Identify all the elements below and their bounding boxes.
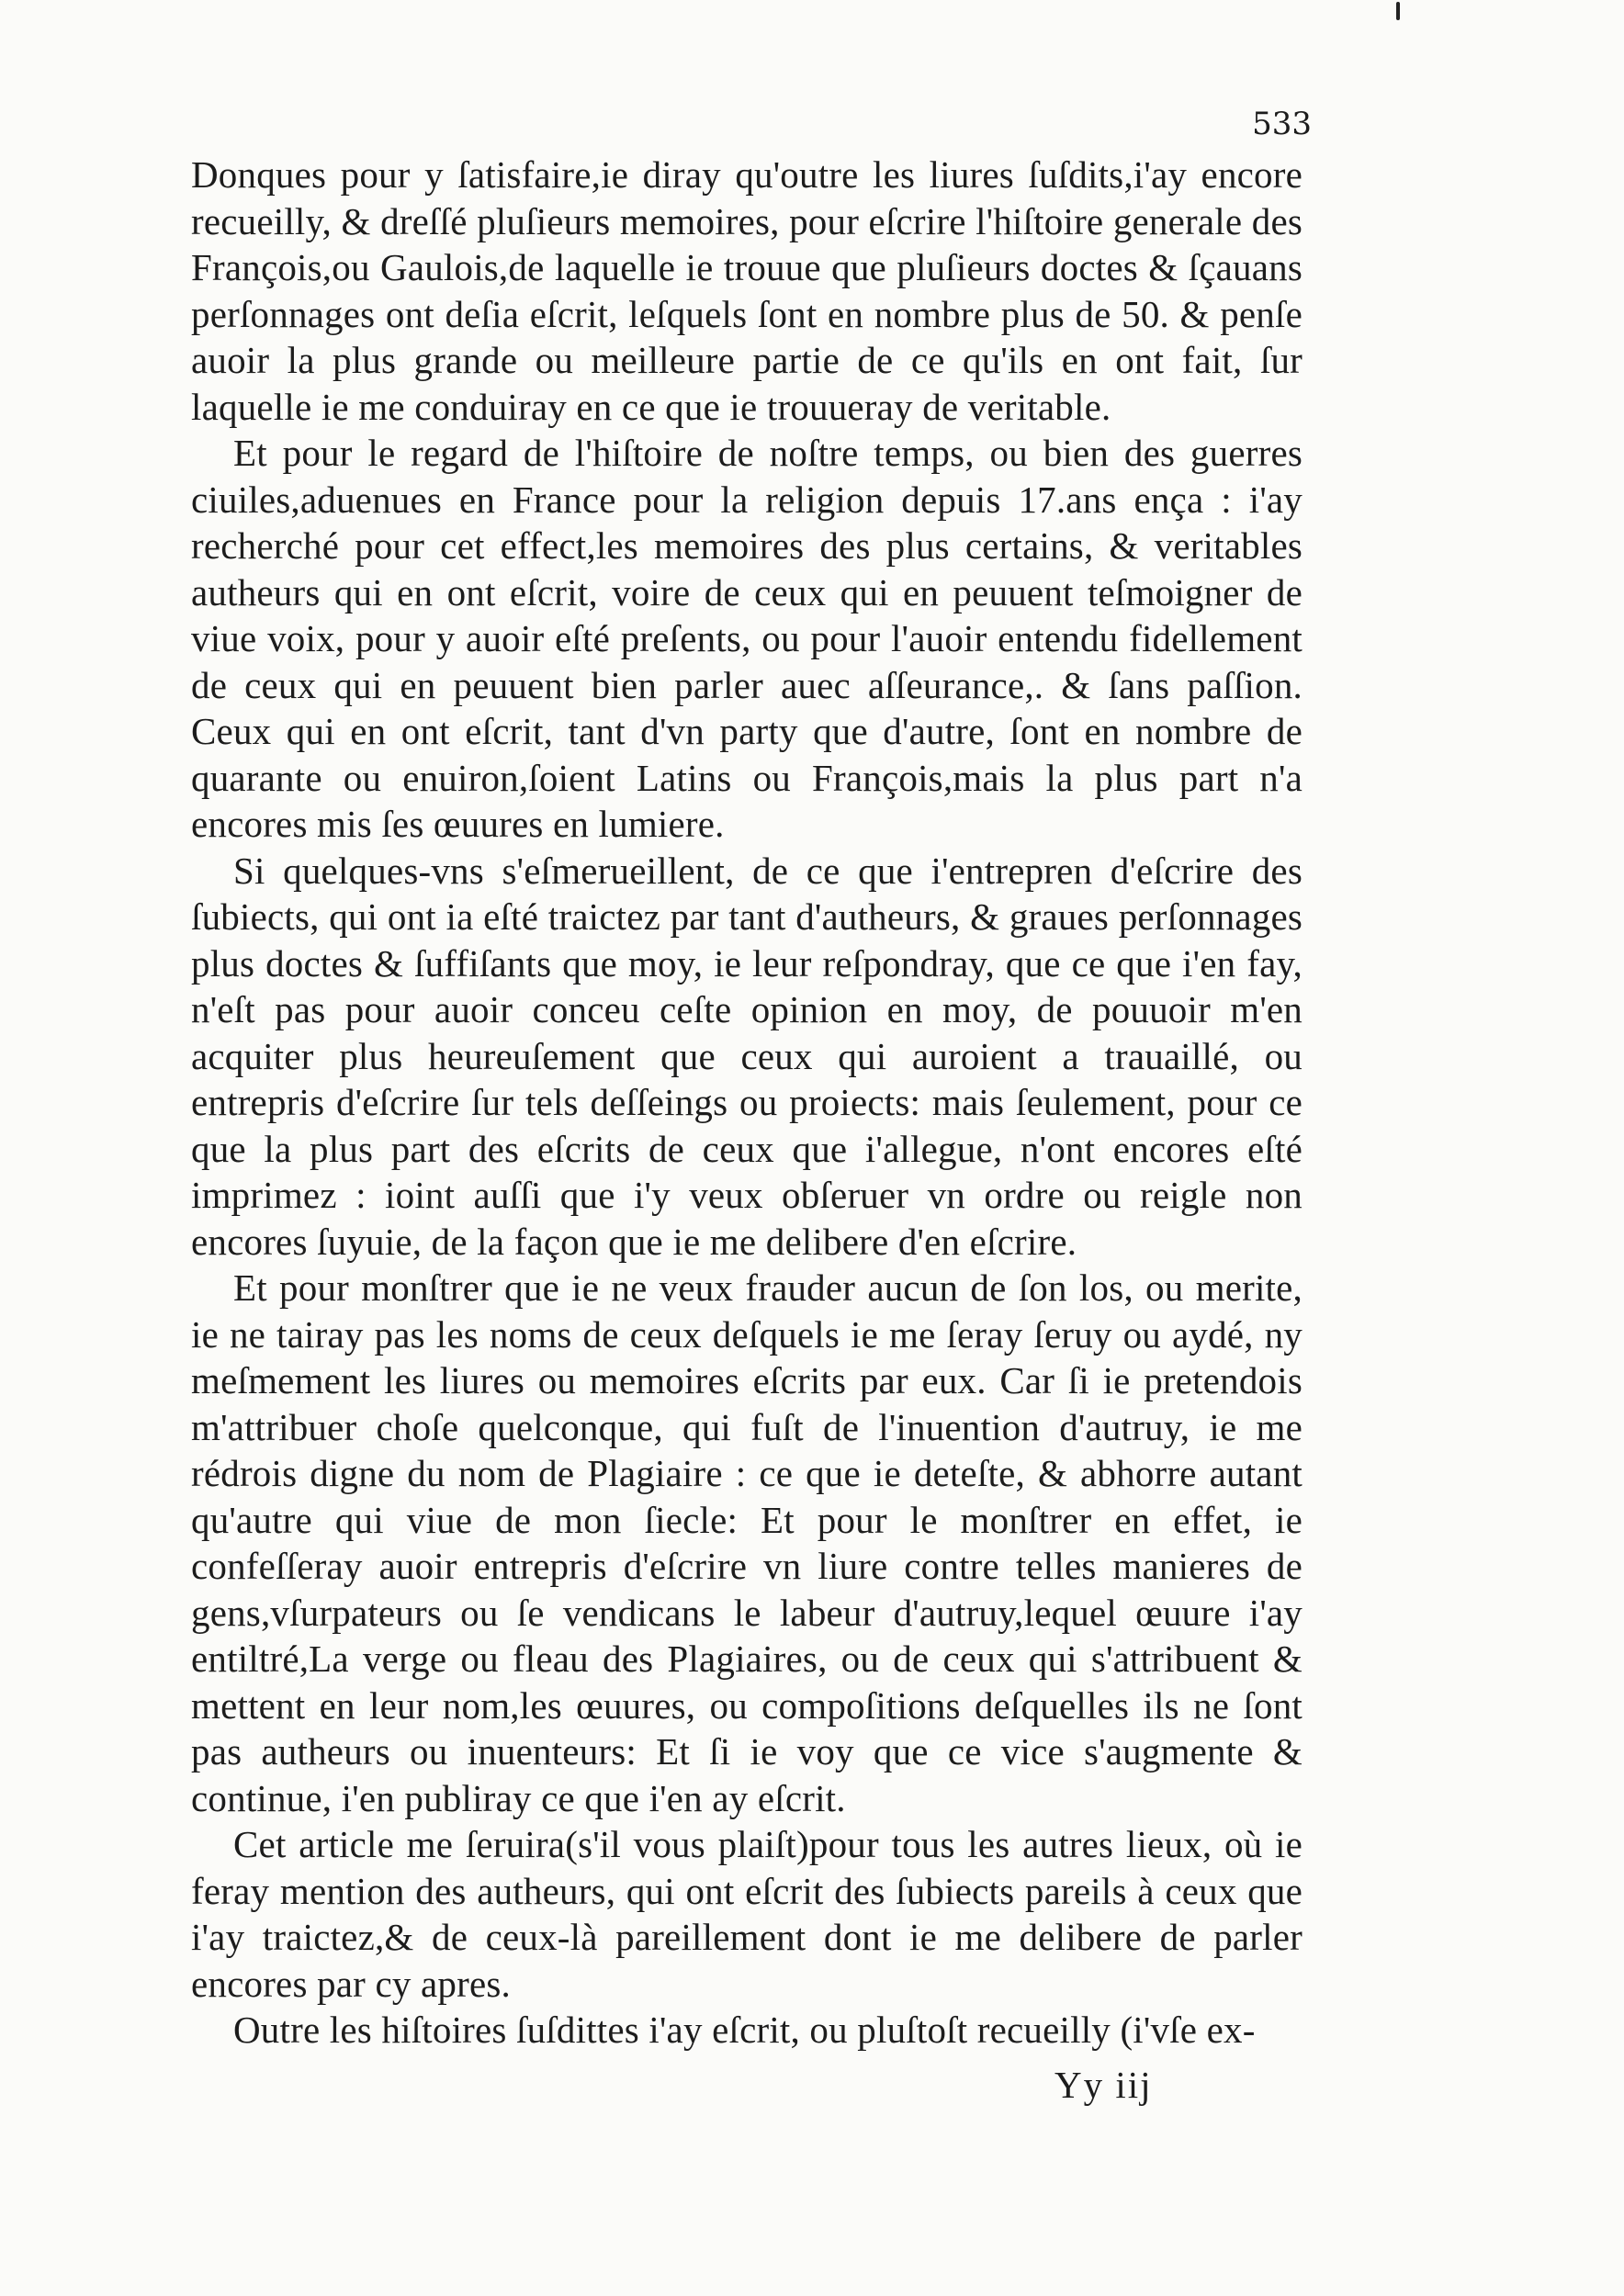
paragraph-4: Et pour monſtrer que ie ne veux frauder aucun de ſon los, ou merite, ie ne tairay pas les noms de ceux deſquels ie me ſeray ſeruy ou aydé, ny meſmement les liures ou memoires eſcrits par eux. Car ſi ie pretendois m'attribuer choſe quelconque, qui fuſt de l'inuention d'autruy, ie me rédrois digne du nom de Plagiaire : ce que ie deteſte, & abhorre autant qu'autre qui viue de mon ſiecle: Et pour le monſtrer en effet, ie confeſſeray auoir entrepris d'eſcrire vn liure contre telles manieres de gens,vſurpateurs ou ſe vendicans le labeur d'autruy,lequel œuure i'ay entiltré,La verge ou fleau des Plagiaires, ou de ceux qui s'attribuent & mettent en leur nom,les œuures, ou compoſitions deſquelles ils ne ſont pas autheurs ou inuenteurs: Et ſi ie voy que ce vice s'augmente & continue, i'en publiray ce que i'en ay eſcrit. — [191, 1266, 1303, 1819]
ink-mark — [1396, 2, 1400, 20]
page-number: 533 — [1252, 106, 1312, 142]
signature-mark: Yy iij — [1054, 2064, 1153, 2106]
paragraph-1: Donques pour y ſatisfaire,ie diray qu'outre les liures ſuſdits,i'ay encore recueilly, & dreſſé pluſieurs memoires, pour eſcrire l'hiſtoire generale des François,ou Gaulois,de laquelle ie trouue que pluſieurs doctes & ſçauans perſonnages ont deſia eſcrit, leſquels ſont en nombre plus de 50. & penſe auoir la plus grande ou meilleure partie de ce qu'ils en ont fait, ſur laquelle ie me conduiray en ce que ie trouueray de veritable. — [191, 153, 1303, 428]
body-text — [191, 152, 1303, 2054]
paragraph-2: Et pour le regard de l'hiſtoire de noſtre temps, ou bien des guerres ciuiles,aduenues en France pour la religion depuis 17.ans ença : i'ay recherché pour cet effect,les memoires des plus certains, & veritables autheurs qui en ont eſcrit, voire de ceux qui en peuuent teſmoigner de viue voix, pour y auoir eſté preſents, ou pour l'auoir entendu fidellement de ceux qui en peuuent bien parler auec aſſeurance,. & ſans paſſion. Ceux qui en ont eſcrit, tant d'vn party que d'autre, ſont en nombre de quarante ou enuiron,ſoient Latins ou François,mais la plus part n'a encores mis ſes œuures en lumiere. — [191, 432, 1303, 845]
paragraph-6: Outre les hiſtoires ſuſdittes i'ay eſcrit, ou pluſtoſt recueilly (i'vſe ex- — [233, 2009, 1256, 2051]
paragraph-5: Cet article me ſeruira(s'il vous plaiſt)pour tous les autres lieux, où ie feray mention des autheurs, qui ont eſcrit des ſubiects pareils à ceux que i'ay traictez,& de ceux-là pareillement dont ie me delibere de parler encores par cy apres. — [191, 1823, 1303, 2005]
paragraph-3: Si quelques-vns s'eſmerueillent, de ce que i'entrepren d'eſcrire des ſubiects, qui ont ia eſté traictez par tant d'autheurs, & graues perſonnages plus doctes & ſuffiſants que moy, ie leur reſpondray, que ce que i'en fay, n'eſt pas pour auoir conceu ceſte opinion en moy, de pouuoir m'en acquiter plus heureuſement que ceux qui auroient a trauaillé, ou entrepris d'eſcrire ſur tels deſſeings ou proiects: mais ſeulement, pour ce que la plus part des eſcrits de ceux que i'allegue, n'ont encores eſté imprimez : ioint auſſi que i'y veux obſeruer vn ordre ou reigle non encores ſuyuie, de la façon que ie me delibere d'en eſcrire. — [191, 849, 1303, 1263]
